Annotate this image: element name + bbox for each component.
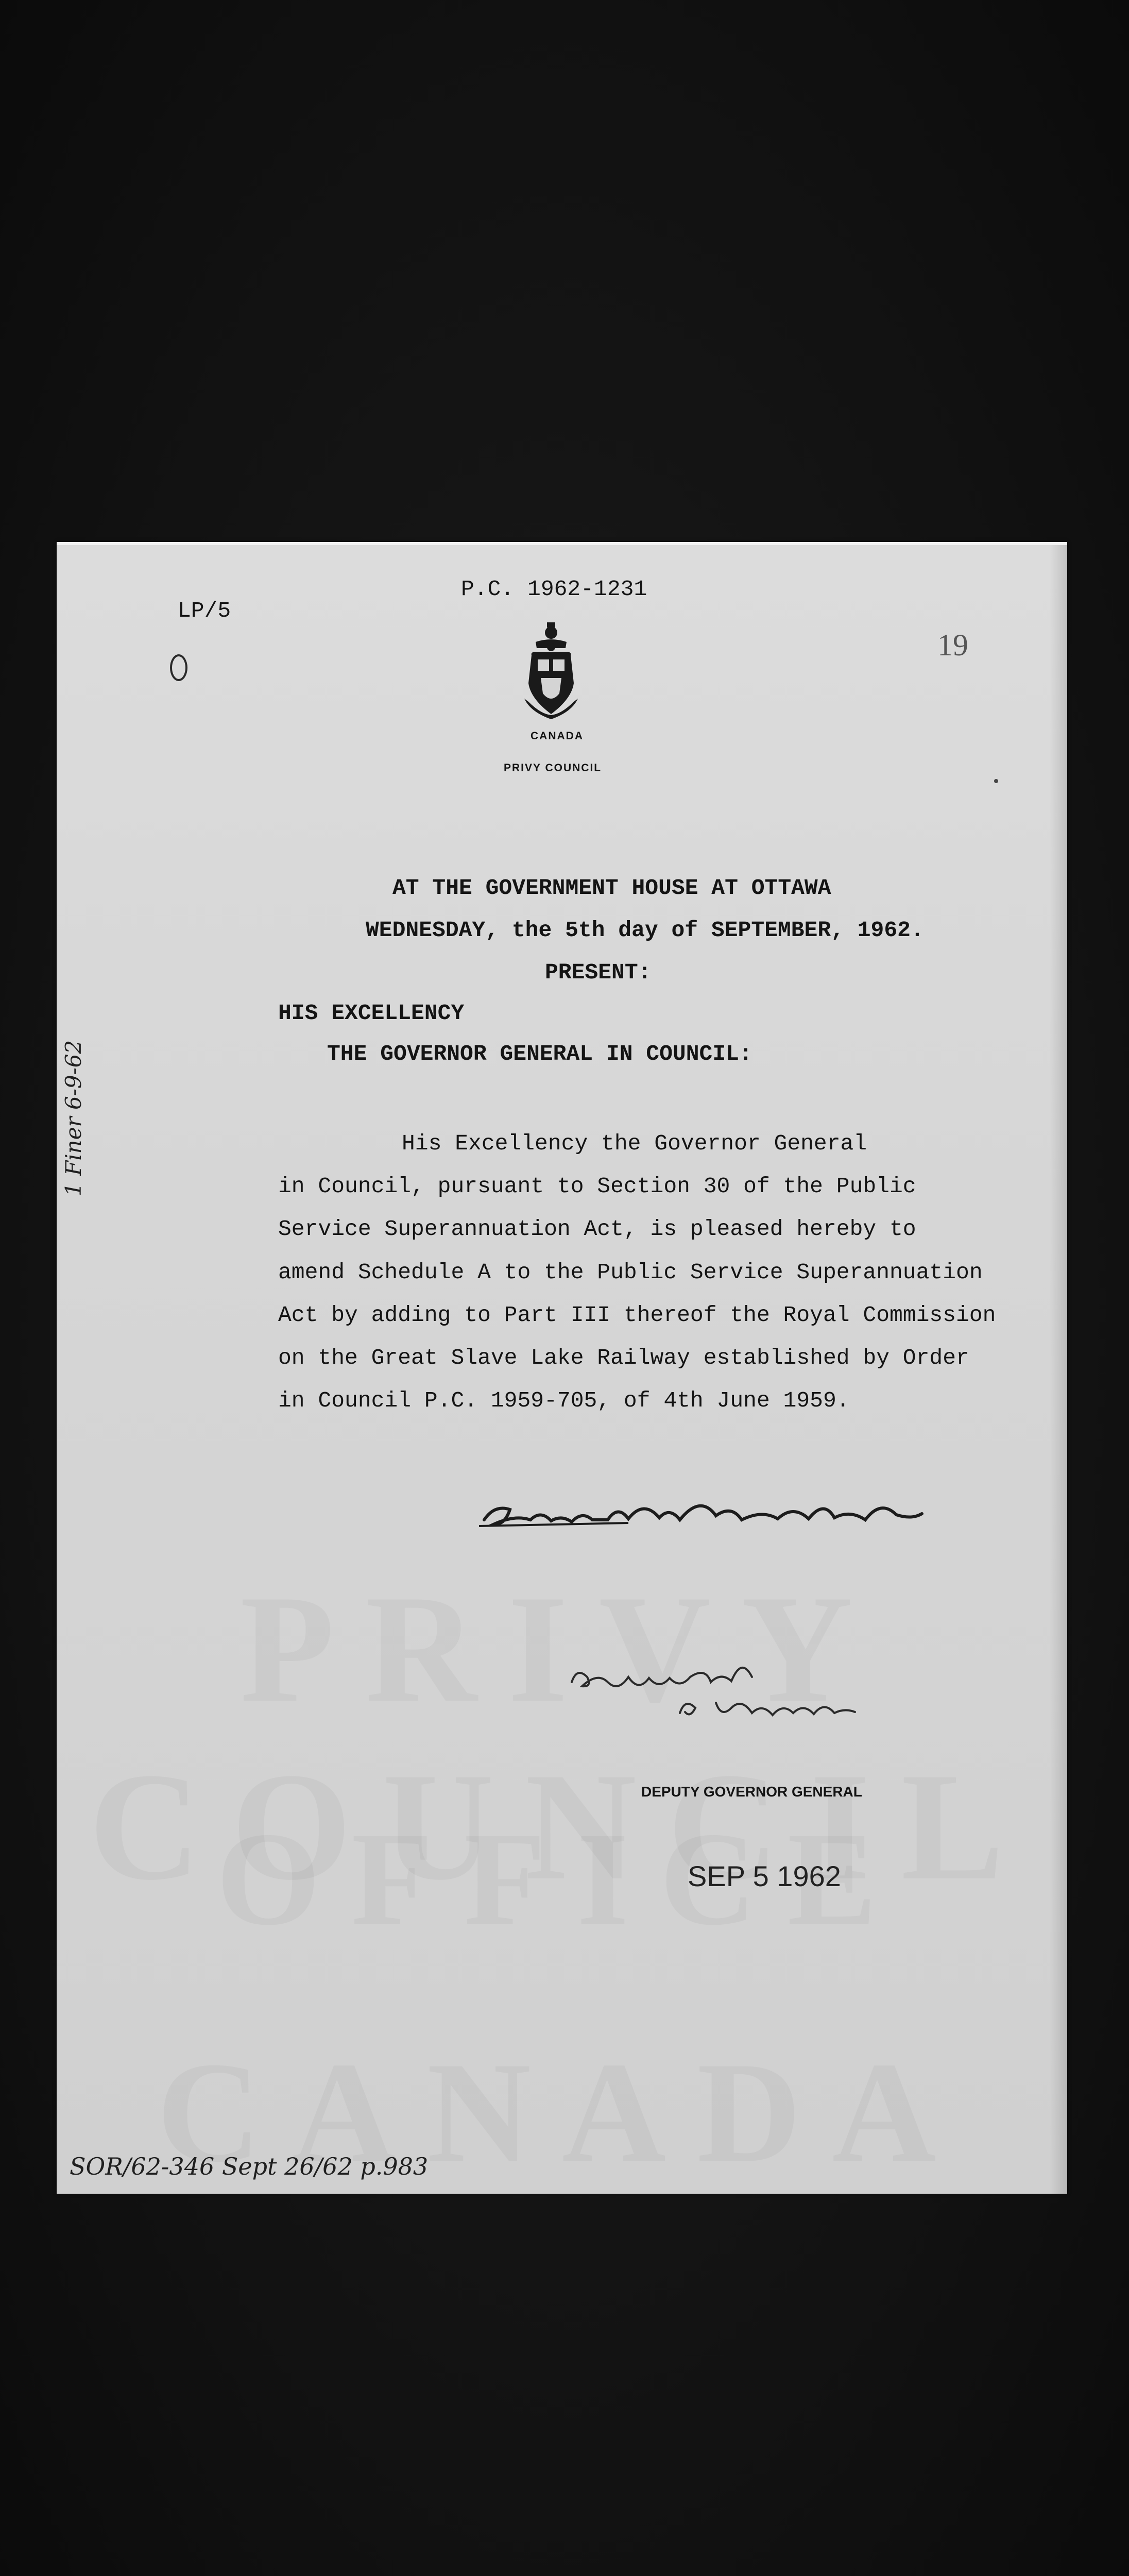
- page-number: 19: [937, 628, 968, 662]
- body-line: in Council, pursuant to Section 30 of the Public: [278, 1174, 916, 1199]
- council-heading: THE GOVERNOR GENERAL IN COUNCIL:: [327, 1041, 752, 1066]
- body-line: His Excellency the Governor General: [402, 1131, 867, 1156]
- date-stamp: SEP 5 1962: [688, 1860, 841, 1892]
- footer-handwritten-note: SOR/62-346 Sept 26/62 p.983: [70, 2153, 429, 2180]
- present-heading: PRESENT:: [545, 960, 652, 985]
- coat-of-arms-icon: [520, 621, 582, 722]
- margin-handwritten-note: 1 Finer 6-9-62: [61, 1040, 86, 1196]
- body-line: Service Superannuation Act, is pleased hereby to: [278, 1216, 916, 1242]
- file-code: LP/5: [178, 598, 231, 623]
- body-line: amend Schedule A to the Public Service Superannuation: [278, 1260, 983, 1285]
- clerk-signature: [474, 1484, 927, 1546]
- his-excellency-heading: HIS EXCELLENCY: [278, 1001, 465, 1026]
- pc-number: P.C. 1962-1231: [461, 577, 647, 602]
- body-line: on the Great Slave Lake Railway established by Order: [278, 1345, 969, 1370]
- body-line: in Council P.C. 1959-705, of 4th June 1959.: [278, 1388, 850, 1413]
- meeting-location: AT THE GOVERNMENT HOUSE AT OTTAWA: [392, 875, 831, 901]
- watermark-line-2: [57, 1802, 1067, 1956]
- meeting-date: WEDNESDAY, the 5th day of SEPTEMBER, 1962.: [366, 918, 924, 943]
- crest-label-canada: CANADA: [531, 730, 584, 742]
- approval-handwriting: [567, 1651, 876, 1734]
- crest-label-privy-council: PRIVY COUNCIL: [504, 762, 602, 774]
- body-line: Act by adding to Part III thereof the Royal Commission: [278, 1302, 996, 1328]
- punch-hole-mark: [170, 654, 187, 681]
- deputy-governor-general-label: DEPUTY GOVERNOR GENERAL: [641, 1784, 862, 1800]
- speck-mark: [994, 779, 998, 783]
